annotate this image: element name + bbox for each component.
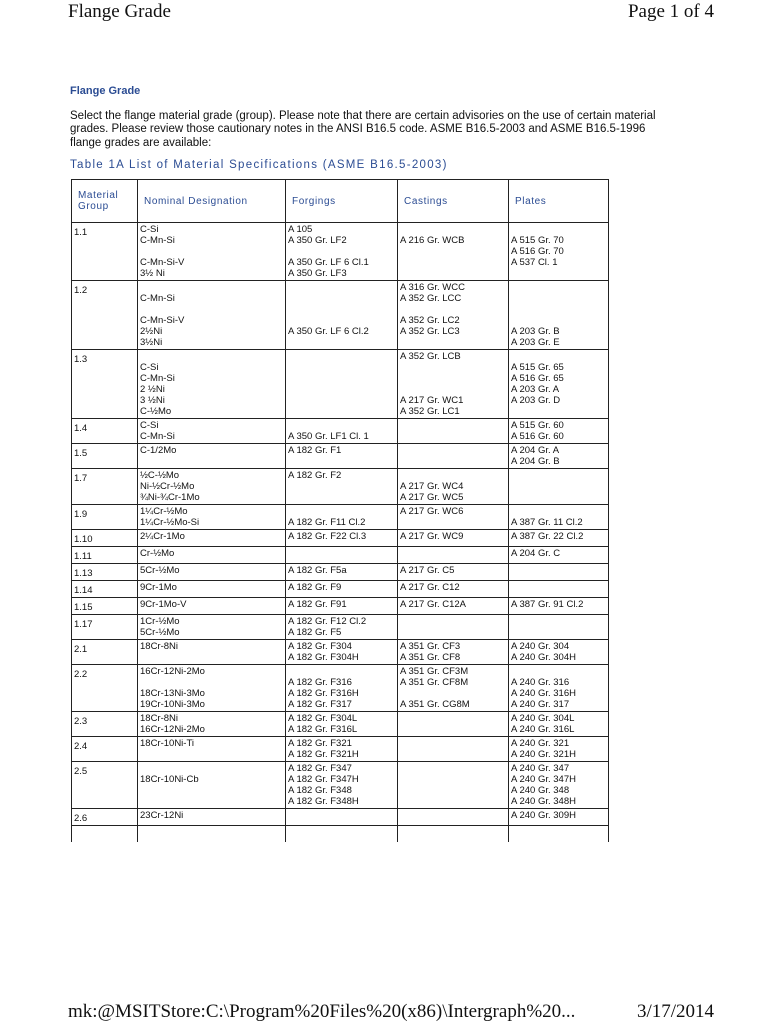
cell-nominal: [138, 762, 286, 809]
cell-castings: [398, 581, 509, 598]
castings-line: A 352 Gr. LC2: [400, 315, 460, 326]
forgings-line: A 182 Gr. F9: [288, 582, 342, 593]
castings-line: A 351 Gr. CF3: [400, 641, 461, 652]
plates-line: A 516 Gr. 65: [511, 373, 564, 384]
castings-line: A 217 Gr. WC5: [400, 492, 464, 503]
nominal-line: 1Cr-½Mo: [140, 616, 180, 627]
nominal-line: [140, 246, 283, 257]
forgings-line: A 182 Gr. F321: [288, 738, 352, 749]
plates-line: A 204 Gr. B: [511, 456, 560, 467]
cell-castings: [398, 530, 509, 547]
nominal-line: 16Cr-12Ni-2Mo: [140, 666, 205, 677]
cell-forgings: [286, 223, 398, 281]
nominal-line: 23Cr-12Ni: [140, 810, 184, 821]
forgings-line: A 182 Gr. F304H: [288, 652, 359, 663]
cell-forgings: [286, 712, 398, 737]
cell-plates: [509, 444, 609, 469]
cell-nominal: [138, 712, 286, 737]
plates-line: A 240 Gr. 321: [511, 738, 570, 749]
castings-line: A 352 Gr. LC1: [400, 406, 460, 417]
plates-line: [511, 304, 606, 315]
forgings-line: [288, 282, 395, 293]
col-header-group-line-2: Group: [78, 201, 109, 212]
nominal-line: [140, 677, 283, 688]
footer-date: 3/17/2014: [636, 1001, 714, 1022]
nominal-line: 1¼Cr-½Mo: [140, 506, 188, 517]
plates-line: A 240 Gr. 316L: [511, 724, 575, 735]
plates-line: A 240 Gr. 347H: [511, 774, 576, 785]
nominal-line: C-Mn-Si: [140, 293, 175, 304]
intro-paragraph: Select the flange material grade (group). Please note that there are certain advisories on the use of certain material grades. Please review those cautionary notes in the ANSI B16.5 code. ASME B16.5-2003 and ASME B16.5-1996 flange grades are available:: [70, 110, 656, 149]
plates-line: [511, 666, 606, 677]
castings-line: A 217 Gr. WC4: [400, 481, 464, 492]
cell-castings: [398, 809, 509, 826]
col-header-material-group: [72, 180, 138, 223]
castings-line: A 352 Gr. LC3: [400, 326, 460, 337]
forgings-line: A 182 Gr. F5a: [288, 565, 347, 576]
table-row: [72, 712, 609, 737]
forgings-line: A 350 Gr. LF3: [288, 268, 347, 279]
plates-line: A 203 Gr. A: [511, 384, 560, 395]
plates-line: A 516 Gr. 60: [511, 431, 564, 442]
castings-line: A 352 Gr. LCC: [400, 293, 462, 304]
cell-group: 1.11: [72, 547, 138, 564]
nominal-line: Cr-½Mo: [140, 548, 175, 559]
plates-line: A 516 Gr. 70: [511, 246, 564, 257]
cell-empty: [138, 826, 286, 843]
castings-line: A 351 Gr. CF8: [400, 652, 461, 663]
plates-line: [511, 315, 606, 326]
nominal-line: 9Cr-1Mo: [140, 582, 177, 593]
forgings-line: A 105: [288, 224, 313, 235]
cell-castings: [398, 469, 509, 505]
plates-line: A 387 Gr. 22 Cl.2: [511, 531, 584, 542]
cell-plates: [509, 615, 609, 640]
footer-path: mk:@MSITStore:C:\Program%20Files%20(x86)\Intergraph%20...: [68, 1001, 576, 1022]
plates-line: A 204 Gr. C: [511, 548, 561, 559]
castings-line: [400, 224, 506, 235]
cell-castings: [398, 712, 509, 737]
cell-group: 1.15: [72, 598, 138, 615]
nominal-line: Ni-½Cr-½Mo: [140, 481, 195, 492]
cell-castings: [398, 547, 509, 564]
cell-plates: [509, 547, 609, 564]
table-row: [72, 581, 609, 598]
forgings-line: [288, 315, 395, 326]
table-row: [72, 281, 609, 350]
cell-nominal: [138, 530, 286, 547]
cell-forgings: [286, 505, 398, 530]
plates-line: [511, 293, 606, 304]
cell-nominal: [138, 469, 286, 505]
table-row: [72, 615, 609, 640]
plates-line: [511, 351, 606, 362]
nominal-line: C-Mn-Si-V: [140, 315, 185, 326]
plates-line: A 240 Gr. 347: [511, 763, 570, 774]
cell-nominal: [138, 615, 286, 640]
plates-line: A 240 Gr. 317: [511, 699, 570, 710]
plates-line: A 240 Gr. 321H: [511, 749, 576, 760]
cell-group: 1.4: [72, 419, 138, 444]
cell-nominal: [138, 640, 286, 665]
plates-line: A 240 Gr. 316H: [511, 688, 576, 699]
nominal-line: 18Cr-10Ni-Ti: [140, 738, 195, 749]
cell-group: 1.9: [72, 505, 138, 530]
forgings-line: A 182 Gr. F304L: [288, 713, 358, 724]
cell-forgings: [286, 598, 398, 615]
cell-forgings: [286, 762, 398, 809]
nominal-line: C-1/2Mo: [140, 445, 177, 456]
table-title: Table 1A List of Material Specifications (ASME B16.5-2003): [70, 159, 448, 171]
cell-forgings: [286, 640, 398, 665]
cell-plates: [509, 281, 609, 350]
table-row: [72, 223, 609, 281]
cell-nominal: [138, 444, 286, 469]
cell-castings: [398, 665, 509, 712]
cell-castings: [398, 444, 509, 469]
plates-line: A 387 Gr. 91 Cl.2: [511, 599, 584, 610]
cell-group: 2.5: [72, 762, 138, 809]
cell-empty: [72, 826, 138, 843]
forgings-line: A 350 Gr. LF 6 Cl.2: [288, 326, 369, 337]
cell-empty: [398, 826, 509, 843]
nominal-line: 16Cr-12Ni-2Mo: [140, 724, 205, 735]
cell-nominal: [138, 598, 286, 615]
cell-forgings: [286, 444, 398, 469]
cell-nominal: [138, 737, 286, 762]
cell-castings: [398, 419, 509, 444]
plates-line: A 240 Gr. 309H: [511, 810, 576, 821]
nominal-line: 19Cr-10Ni-3Mo: [140, 699, 205, 710]
page-number: Page 1 of 4: [627, 1, 714, 22]
plates-line: A 537 Cl. 1: [511, 257, 558, 268]
cell-group: 1.17: [72, 615, 138, 640]
castings-line: A 217 Gr. C5: [400, 565, 455, 576]
table-row: [72, 564, 609, 581]
nominal-line: [140, 282, 283, 293]
cell-nominal: [138, 505, 286, 530]
forgings-line: A 182 Gr. F347: [288, 763, 352, 774]
plates-line: A 203 Gr. E: [511, 337, 560, 348]
forgings-line: A 182 Gr. F316: [288, 677, 352, 688]
cell-plates: [509, 665, 609, 712]
forgings-line: A 182 Gr. F91: [288, 599, 347, 610]
table-row: [72, 419, 609, 444]
table-row: [72, 547, 609, 564]
cell-castings: [398, 615, 509, 640]
castings-line: A 352 Gr. LCB: [400, 351, 461, 362]
cell-group: 2.4: [72, 737, 138, 762]
cell-forgings: [286, 419, 398, 444]
forgings-line: A 182 Gr. F11 Cl.2: [288, 517, 366, 528]
nominal-line: C-Si: [140, 362, 159, 373]
cell-castings: [398, 564, 509, 581]
table-row: [72, 737, 609, 762]
cell-plates: [509, 505, 609, 530]
forgings-line: A 182 Gr. F12 Cl.2: [288, 616, 367, 627]
cell-forgings: [286, 530, 398, 547]
nominal-line: 18Cr-8Ni: [140, 641, 179, 652]
cell-forgings: [286, 281, 398, 350]
forgings-line: A 182 Gr. F348H: [288, 796, 359, 807]
cell-plates: [509, 809, 609, 826]
cell-nominal: [138, 281, 286, 350]
cell-empty: [286, 826, 398, 843]
table-row: [72, 762, 609, 809]
castings-line: [400, 304, 506, 315]
plates-line: A 515 Gr. 60: [511, 420, 564, 431]
plates-line: A 240 Gr. 348: [511, 785, 570, 796]
nominal-line: 3½ Ni: [140, 268, 165, 279]
nominal-line: 1¼Cr-½Mo-Si: [140, 517, 200, 528]
col-header-nominal: Nominal Designation: [138, 180, 286, 223]
material-spec-table: [71, 179, 609, 842]
nominal-line: C-Mn-Si: [140, 373, 175, 384]
castings-line: [400, 362, 506, 373]
cell-empty: [509, 826, 609, 843]
cell-castings: [398, 223, 509, 281]
table-row: [72, 640, 609, 665]
cell-forgings: [286, 350, 398, 419]
cell-nominal: [138, 350, 286, 419]
plates-line: A 203 Gr. B: [511, 326, 560, 337]
cell-nominal: [138, 665, 286, 712]
plates-line: A 203 Gr. D: [511, 395, 561, 406]
cell-forgings: [286, 615, 398, 640]
cell-plates: [509, 469, 609, 505]
col-header-group-line-1: Material: [78, 190, 119, 201]
table-row: [72, 444, 609, 469]
col-header-plates: Plates: [509, 180, 609, 223]
cell-castings: [398, 350, 509, 419]
nominal-line: [140, 351, 283, 362]
cell-castings: [398, 281, 509, 350]
nominal-line: 18Cr-10Ni-Cb: [140, 774, 199, 785]
forgings-line: [288, 666, 395, 677]
cell-nominal: [138, 547, 286, 564]
section-title: Flange Grade: [70, 85, 141, 97]
cell-forgings: [286, 469, 398, 505]
forgings-line: A 350 Gr. LF1 Cl. 1: [288, 431, 369, 442]
cell-group: 1.7: [72, 469, 138, 505]
forgings-line: [288, 304, 395, 315]
cell-group: 2.3: [72, 712, 138, 737]
cell-forgings: [286, 737, 398, 762]
plates-line: A 240 Gr. 304L: [511, 713, 575, 724]
nominal-line: 3 ½Ni: [140, 395, 165, 406]
forgings-line: A 182 Gr. F2: [288, 470, 342, 481]
nominal-line: 2 ½Ni: [140, 384, 165, 395]
cell-plates: [509, 564, 609, 581]
nominal-line: C-Mn-Si: [140, 431, 175, 442]
col-header-forgings: Forgings: [286, 180, 398, 223]
nominal-line: C-Mn-Si-V: [140, 257, 185, 268]
plates-line: A 515 Gr. 65: [511, 362, 564, 373]
cell-plates: [509, 762, 609, 809]
forgings-line: [288, 246, 395, 257]
plates-line: [511, 282, 606, 293]
cell-castings: [398, 598, 509, 615]
nominal-line: ¾Ni-¾Cr-1Mo: [140, 492, 200, 503]
nominal-line: C-½Mo: [140, 406, 172, 417]
cell-group: 1.2: [72, 281, 138, 350]
cell-plates: [509, 350, 609, 419]
table-body: [72, 223, 609, 843]
cell-nominal: [138, 581, 286, 598]
nominal-line: 18Cr-8Ni: [140, 713, 179, 724]
col-header-castings: Castings: [398, 180, 509, 223]
cell-plates: [509, 640, 609, 665]
cell-group: 2.2: [72, 665, 138, 712]
forgings-line: [288, 506, 395, 517]
castings-line: A 217 Gr. C12: [400, 582, 460, 593]
cell-group: 1.14: [72, 581, 138, 598]
table-row: [72, 505, 609, 530]
cell-castings: [398, 505, 509, 530]
castings-line: A 351 Gr. CF8M: [400, 677, 469, 688]
castings-line: A 217 Gr. C12A: [400, 599, 467, 610]
forgings-line: A 182 Gr. F321H: [288, 749, 359, 760]
forgings-line: A 350 Gr. LF2: [288, 235, 347, 246]
cell-nominal: [138, 223, 286, 281]
forgings-line: A 182 Gr. F348: [288, 785, 352, 796]
cell-group: 1.3: [72, 350, 138, 419]
cell-plates: [509, 530, 609, 547]
forgings-line: [288, 293, 395, 304]
castings-line: A 217 Gr. WC9: [400, 531, 464, 542]
castings-line: [400, 470, 506, 481]
castings-line: A 217 Gr. WC1: [400, 395, 464, 406]
forgings-line: A 182 Gr. F316H: [288, 688, 359, 699]
nominal-line: 9Cr-1Mo-V: [140, 599, 187, 610]
castings-line: A 217 Gr. WC6: [400, 506, 464, 517]
cell-forgings: [286, 665, 398, 712]
nominal-line: 18Cr-13Ni-3Mo: [140, 688, 205, 699]
cell-plates: [509, 712, 609, 737]
cell-plates: [509, 419, 609, 444]
cell-group: 2.1: [72, 640, 138, 665]
nominal-line: C-Si: [140, 224, 159, 235]
table-row-continued: [72, 826, 609, 843]
castings-line: A 351 Gr. CG8M: [400, 699, 470, 710]
nominal-line: C-Mn-Si: [140, 235, 175, 246]
cell-plates: [509, 223, 609, 281]
cell-group: 1.5: [72, 444, 138, 469]
cell-group: 1.1: [72, 223, 138, 281]
cell-group: 2.6: [72, 809, 138, 826]
cell-castings: [398, 640, 509, 665]
table-row: [72, 809, 609, 826]
page-header-title: Flange Grade: [68, 1, 171, 22]
forgings-line: A 182 Gr. F317: [288, 699, 352, 710]
plates-line: A 387 Gr. 11 Cl.2: [511, 517, 583, 528]
nominal-line: 3½Ni: [140, 337, 163, 348]
cell-castings: [398, 737, 509, 762]
castings-line: [400, 688, 506, 699]
cell-nominal: [138, 809, 286, 826]
table-row: [72, 530, 609, 547]
table-row: [72, 598, 609, 615]
plates-line: A 240 Gr. 316: [511, 677, 570, 688]
table-row: [72, 350, 609, 419]
plates-line: A 240 Gr. 348H: [511, 796, 576, 807]
plates-line: A 515 Gr. 70: [511, 235, 564, 246]
forgings-line: A 182 Gr. F304: [288, 641, 352, 652]
cell-forgings: [286, 547, 398, 564]
forgings-line: A 182 Gr. F1: [288, 445, 342, 456]
nominal-line: 2½Ni: [140, 326, 163, 337]
plates-line: A 204 Gr. A: [511, 445, 560, 456]
plates-line: A 240 Gr. 304: [511, 641, 570, 652]
nominal-line: 5Cr-½Mo: [140, 627, 180, 638]
forgings-line: A 182 Gr. F347H: [288, 774, 359, 785]
castings-line: A 216 Gr. WCB: [400, 235, 465, 246]
plates-line: A 240 Gr. 304H: [511, 652, 576, 663]
cell-forgings: [286, 564, 398, 581]
table-header-row: [72, 180, 609, 223]
cell-forgings: [286, 809, 398, 826]
forgings-line: A 182 Gr. F5: [288, 627, 342, 638]
castings-line: A 316 Gr. WCC: [400, 282, 465, 293]
cell-castings: [398, 762, 509, 809]
nominal-line: C-Si: [140, 420, 159, 431]
castings-line: [400, 384, 506, 395]
cell-group: 1.10: [72, 530, 138, 547]
nominal-line: [140, 304, 283, 315]
table-row: [72, 665, 609, 712]
plates-line: [511, 506, 606, 517]
nominal-line: 2¼Cr-1Mo: [140, 531, 185, 542]
cell-forgings: [286, 581, 398, 598]
table-row: [72, 469, 609, 505]
forgings-line: [288, 420, 395, 431]
cell-group: 1.13: [72, 564, 138, 581]
nominal-line: ½C-½Mo: [140, 470, 180, 481]
cell-plates: [509, 737, 609, 762]
nominal-line: [140, 763, 283, 774]
castings-line: A 351 Gr. CF3M: [400, 666, 469, 677]
nominal-line: 5Cr-½Mo: [140, 565, 180, 576]
cell-plates: [509, 581, 609, 598]
cell-nominal: [138, 564, 286, 581]
castings-line: [400, 373, 506, 384]
cell-nominal: [138, 419, 286, 444]
forgings-line: A 350 Gr. LF 6 Cl.1: [288, 257, 369, 268]
cell-plates: [509, 598, 609, 615]
plates-line: [511, 224, 606, 235]
forgings-line: A 182 Gr. F22 Cl.3: [288, 531, 367, 542]
forgings-line: A 182 Gr. F316L: [288, 724, 358, 735]
